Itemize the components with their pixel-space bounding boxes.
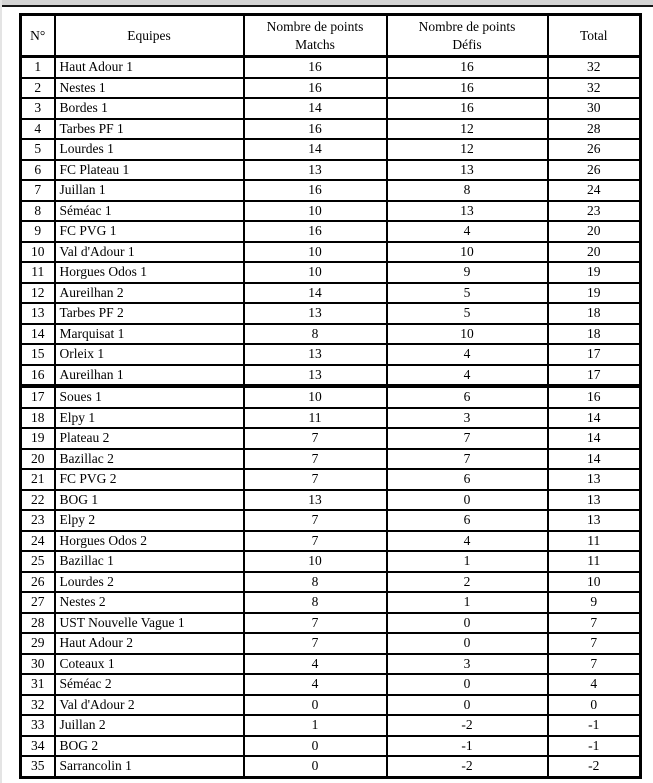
rank-cell: 5 [21, 139, 55, 160]
team-name-cell: Coteaux 1 [55, 654, 244, 675]
defis-points-cell: 16 [387, 57, 548, 78]
matchs-points-cell: 7 [244, 510, 387, 531]
team-name-cell: FC PVG 2 [55, 469, 244, 490]
rank-cell: 8 [21, 201, 55, 222]
team-name-cell: Aureilhan 2 [55, 283, 244, 304]
total-cell: 13 [548, 490, 641, 511]
defis-points-cell: 4 [387, 221, 548, 242]
matchs-points-cell: 1 [244, 715, 387, 736]
standings-body [21, 57, 641, 778]
table-row [21, 283, 641, 304]
defis-points-cell: 6 [387, 386, 548, 408]
team-name-cell: FC Plateau 1 [55, 160, 244, 181]
team-name-cell: Horgues Odos 2 [55, 531, 244, 552]
defis-points-cell: 4 [387, 531, 548, 552]
total-cell: 4 [548, 674, 641, 695]
team-name-cell: Haut Adour 2 [55, 633, 244, 654]
defis-points-cell: -2 [387, 715, 548, 736]
rank-cell: 23 [21, 510, 55, 531]
matchs-points-cell: 10 [244, 386, 387, 408]
standings-table [19, 13, 642, 779]
table-row [21, 633, 641, 654]
team-name-cell: Bordes 1 [55, 98, 244, 119]
defis-points-cell: 3 [387, 654, 548, 675]
team-name-cell: Nestes 1 [55, 78, 244, 99]
defis-points-cell: 10 [387, 324, 548, 345]
matchs-points-cell: 7 [244, 428, 387, 449]
defis-points-cell: 13 [387, 160, 548, 181]
team-name-cell: Elpy 1 [55, 408, 244, 429]
team-name-cell: Bazillac 1 [55, 551, 244, 572]
matchs-points-cell: 7 [244, 449, 387, 470]
rank-cell: 7 [21, 180, 55, 201]
matchs-points-cell: 16 [244, 57, 387, 78]
table-row [21, 695, 641, 716]
defis-points-cell: 4 [387, 344, 548, 365]
table-row [21, 324, 641, 345]
matchs-points-cell: 10 [244, 551, 387, 572]
defis-points-cell: 7 [387, 428, 548, 449]
total-cell: 14 [548, 449, 641, 470]
team-name-cell: Séméac 2 [55, 674, 244, 695]
total-cell: 32 [548, 78, 641, 99]
team-name-cell: Elpy 2 [55, 510, 244, 531]
total-cell: -2 [548, 756, 641, 777]
defis-points-cell: 13 [387, 201, 548, 222]
total-cell: -1 [548, 715, 641, 736]
rank-cell: 19 [21, 428, 55, 449]
rank-cell: 14 [21, 324, 55, 345]
table-row [21, 428, 641, 449]
defis-points-cell: 7 [387, 449, 548, 470]
total-cell: 7 [548, 654, 641, 675]
defis-points-cell: -1 [387, 736, 548, 757]
col-header-team: Equipes [55, 15, 244, 57]
rank-cell: 6 [21, 160, 55, 181]
table-row [21, 531, 641, 552]
rank-cell: 24 [21, 531, 55, 552]
total-cell: 7 [548, 613, 641, 634]
table-row [21, 592, 641, 613]
table-row [21, 715, 641, 736]
team-name-cell: Soues 1 [55, 386, 244, 408]
table-row [21, 98, 641, 119]
total-cell: 26 [548, 160, 641, 181]
matchs-points-cell: 10 [244, 262, 387, 283]
total-cell: -1 [548, 736, 641, 757]
table-row [21, 756, 641, 777]
col-header-points-matchs [244, 15, 387, 57]
matchs-points-cell: 10 [244, 201, 387, 222]
team-name-cell: Juillan 1 [55, 180, 244, 201]
rank-cell: 15 [21, 344, 55, 365]
total-cell: 17 [548, 365, 641, 387]
team-name-cell: Haut Adour 1 [55, 57, 244, 78]
matchs-points-cell: 7 [244, 613, 387, 634]
total-cell: 10 [548, 572, 641, 593]
total-cell: 18 [548, 303, 641, 324]
team-name-cell: FC PVG 1 [55, 221, 244, 242]
defis-points-cell: 9 [387, 262, 548, 283]
team-name-cell: Juillan 2 [55, 715, 244, 736]
matchs-points-cell: 11 [244, 408, 387, 429]
table-row [21, 365, 641, 387]
defis-points-cell: 0 [387, 633, 548, 654]
defis-points-cell: 3 [387, 408, 548, 429]
total-cell: 11 [548, 531, 641, 552]
team-name-cell: Val d'Adour 2 [55, 695, 244, 716]
rank-cell: 21 [21, 469, 55, 490]
rank-cell: 31 [21, 674, 55, 695]
matchs-points-cell: 0 [244, 756, 387, 777]
matchs-points-cell: 14 [244, 98, 387, 119]
defis-points-cell: 0 [387, 695, 548, 716]
matchs-points-cell: 13 [244, 303, 387, 324]
rank-cell: 2 [21, 78, 55, 99]
rank-cell: 32 [21, 695, 55, 716]
table-row [21, 613, 641, 634]
defis-points-cell: 2 [387, 572, 548, 593]
defis-points-cell: -2 [387, 756, 548, 777]
defis-points-cell: 0 [387, 674, 548, 695]
total-cell: 14 [548, 408, 641, 429]
matchs-points-cell: 0 [244, 736, 387, 757]
defis-points-cell: 16 [387, 78, 548, 99]
rank-cell: 28 [21, 613, 55, 634]
table-row [21, 551, 641, 572]
rank-cell: 33 [21, 715, 55, 736]
matchs-points-cell: 16 [244, 221, 387, 242]
rank-cell: 17 [21, 386, 55, 408]
table-row [21, 78, 641, 99]
matchs-points-cell: 0 [244, 695, 387, 716]
table-row [21, 386, 641, 408]
total-cell: 20 [548, 221, 641, 242]
team-name-cell: Plateau 2 [55, 428, 244, 449]
matchs-points-cell: 13 [244, 344, 387, 365]
rank-cell: 4 [21, 119, 55, 140]
table-row [21, 449, 641, 470]
rank-cell: 22 [21, 490, 55, 511]
total-cell: 19 [548, 262, 641, 283]
points-matchs-label-line2: Matchs [295, 36, 335, 52]
rank-cell: 26 [21, 572, 55, 593]
total-cell: 14 [548, 428, 641, 449]
total-cell: 19 [548, 283, 641, 304]
matchs-points-cell: 14 [244, 139, 387, 160]
header-row [21, 15, 641, 57]
total-cell: 16 [548, 386, 641, 408]
team-name-cell: UST Nouvelle Vague 1 [55, 613, 244, 634]
matchs-points-cell: 13 [244, 490, 387, 511]
total-cell: 13 [548, 469, 641, 490]
col-header-rank: N° [21, 15, 55, 57]
team-name-cell: Marquisat 1 [55, 324, 244, 345]
scan-edge-left [0, 0, 2, 783]
table-row [21, 572, 641, 593]
col-header-total: Total [548, 15, 641, 57]
total-cell: 23 [548, 201, 641, 222]
defis-points-cell: 8 [387, 180, 548, 201]
matchs-points-cell: 13 [244, 365, 387, 387]
defis-points-cell: 6 [387, 510, 548, 531]
total-cell: 28 [548, 119, 641, 140]
matchs-points-cell: 4 [244, 674, 387, 695]
table-row [21, 221, 641, 242]
matchs-points-cell: 7 [244, 531, 387, 552]
rank-cell: 10 [21, 242, 55, 263]
table-row [21, 139, 641, 160]
table-row [21, 408, 641, 429]
team-name-cell: Aureilhan 1 [55, 365, 244, 387]
defis-points-cell: 0 [387, 613, 548, 634]
defis-points-cell: 10 [387, 242, 548, 263]
matchs-points-cell: 8 [244, 324, 387, 345]
table-row [21, 180, 641, 201]
defis-points-cell: 4 [387, 365, 548, 387]
total-cell: 18 [548, 324, 641, 345]
total-cell: 13 [548, 510, 641, 531]
col-header-points-defis [387, 15, 548, 57]
team-name-cell: Lourdes 2 [55, 572, 244, 593]
rank-cell: 16 [21, 365, 55, 387]
rank-cell: 20 [21, 449, 55, 470]
table-row [21, 242, 641, 263]
matchs-points-cell: 10 [244, 242, 387, 263]
matchs-points-cell: 7 [244, 469, 387, 490]
rank-cell: 27 [21, 592, 55, 613]
points-defis-label-line2: Défis [452, 36, 482, 52]
total-cell: 0 [548, 695, 641, 716]
matchs-points-cell: 14 [244, 283, 387, 304]
defis-points-cell: 5 [387, 283, 548, 304]
rank-cell: 34 [21, 736, 55, 757]
team-name-cell: Lourdes 1 [55, 139, 244, 160]
rank-cell: 29 [21, 633, 55, 654]
total-cell: 9 [548, 592, 641, 613]
matchs-points-cell: 7 [244, 633, 387, 654]
defis-points-cell: 12 [387, 119, 548, 140]
rank-cell: 12 [21, 283, 55, 304]
total-cell: 30 [548, 98, 641, 119]
matchs-points-cell: 13 [244, 160, 387, 181]
table-row [21, 303, 641, 324]
team-name-cell: Nestes 2 [55, 592, 244, 613]
table-row [21, 490, 641, 511]
matchs-points-cell: 16 [244, 119, 387, 140]
total-cell: 20 [548, 242, 641, 263]
defis-points-cell: 1 [387, 551, 548, 572]
team-name-cell: BOG 1 [55, 490, 244, 511]
table-row [21, 736, 641, 757]
defis-points-cell: 0 [387, 490, 548, 511]
rank-cell: 25 [21, 551, 55, 572]
defis-points-cell: 1 [387, 592, 548, 613]
table-row [21, 119, 641, 140]
table-row [21, 262, 641, 283]
total-cell: 32 [548, 57, 641, 78]
rank-cell: 13 [21, 303, 55, 324]
team-name-cell: Orleix 1 [55, 344, 244, 365]
rank-cell: 30 [21, 654, 55, 675]
scan-edge-top [0, 0, 653, 7]
team-name-cell: Séméac 1 [55, 201, 244, 222]
rank-cell: 18 [21, 408, 55, 429]
total-cell: 26 [548, 139, 641, 160]
total-cell: 17 [548, 344, 641, 365]
team-name-cell: Bazillac 2 [55, 449, 244, 470]
defis-points-cell: 12 [387, 139, 548, 160]
team-name-cell: Sarrancolin 1 [55, 756, 244, 777]
table-row [21, 469, 641, 490]
total-cell: 11 [548, 551, 641, 572]
matchs-points-cell: 8 [244, 592, 387, 613]
points-defis-label-line1: Nombre de points [418, 18, 516, 34]
team-name-cell: Tarbes PF 2 [55, 303, 244, 324]
team-name-cell: BOG 2 [55, 736, 244, 757]
rank-cell: 3 [21, 98, 55, 119]
table-row [21, 674, 641, 695]
table-row [21, 344, 641, 365]
matchs-points-cell: 16 [244, 78, 387, 99]
matchs-points-cell: 16 [244, 180, 387, 201]
table-row [21, 57, 641, 78]
table-row [21, 654, 641, 675]
rank-cell: 9 [21, 221, 55, 242]
defis-points-cell: 5 [387, 303, 548, 324]
total-cell: 24 [548, 180, 641, 201]
table-row [21, 510, 641, 531]
team-name-cell: Tarbes PF 1 [55, 119, 244, 140]
defis-points-cell: 16 [387, 98, 548, 119]
matchs-points-cell: 8 [244, 572, 387, 593]
defis-points-cell: 6 [387, 469, 548, 490]
team-name-cell: Val d'Adour 1 [55, 242, 244, 263]
rank-cell: 11 [21, 262, 55, 283]
total-cell: 7 [548, 633, 641, 654]
rank-cell: 35 [21, 756, 55, 777]
team-name-cell: Horgues Odos 1 [55, 262, 244, 283]
matchs-points-cell: 4 [244, 654, 387, 675]
rank-cell: 1 [21, 57, 55, 78]
table-row [21, 201, 641, 222]
table-row [21, 160, 641, 181]
points-matchs-label-line1: Nombre de points [266, 18, 364, 34]
